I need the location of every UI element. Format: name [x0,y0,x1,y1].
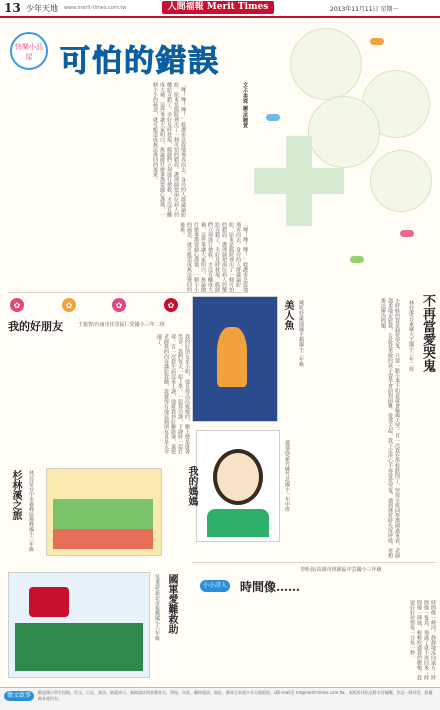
feature-byline-block [190,82,248,182]
illustration-circle [308,96,380,168]
story-cry-title: 不再當愛哭鬼 [420,294,435,372]
artwork-mermaid-title: 美人魚 [282,300,293,330]
story-cry-author: 林妤潔/台東縣大王國小三年二班 [408,300,414,372]
feature-illustrator: 圖/洪曉萱 [242,105,248,128]
pill-icon [350,256,364,263]
divider [8,292,248,293]
rescue-truck [29,587,69,617]
page-number: 13 [4,1,21,15]
issue-date: 2013年11月11日 星期一 [330,6,399,13]
section-name: 少年天地 [26,4,58,13]
flower-field [53,529,153,549]
feature-title: 可怕的錯誤 [60,44,220,79]
story-cry-body: 小時候的我是個愛哭鬼，只要一點小事不如意就會嚎啕大哭。有一次我在學校跌倒了，哭得全班同學都圍過來看，老師溫柔地安慰我，告訴我勇敢的孩子要學會面對困難。從那天起，我下定決心不再當愛哭鬼，遇到挫折時先深呼吸，再想辦法解決問題。 [380,298,400,558]
newspaper-logo: 人間福報 Merit Times [162,1,274,14]
feature-badge: 快樂小品屋 [10,32,48,70]
flower-icon: ✿ [112,298,126,312]
story-time-title: 時間像…… [240,580,301,594]
forest-scene [53,499,153,529]
soldiers-scene [15,623,143,671]
mermaid-figure [217,327,247,387]
artwork-mother [196,430,280,542]
artwork-mermaid [192,296,278,422]
mother-face [213,449,263,505]
submission-notice-text: 歡迎國小學生投稿，作文、日記、童詩、繪畫皆可。來稿請註明真實姓名、學校、年級、聯絡電話、地址，郵寄至本報少年天地版收，或E-mail至 mt@merit-times.com.tw。本版所刊作品將支付稿酬，作品一經刊登，版權歸本報所有。 [38,690,433,701]
illustration-circle [290,28,362,100]
submission-notice-tag: 徵文啟事 [4,691,34,701]
flower-icon: ✿ [10,298,24,312]
artwork-mother-artist: 蕭郁庭/新竹縣竹北國小一年甲班 [284,440,290,512]
story-friend-title: 我的好朋友 [8,320,63,333]
feature-illustration [250,18,436,288]
site-url[interactable]: www.merit-times.com.tw [64,5,127,11]
artwork-army-rescue [8,572,150,678]
artwork-forest-trip-artist: 林冠廷/台中市霧峰區霧峰國小三年級 [28,470,34,552]
feature-body-continued: 「嗶！嗶！嗶！」救護車急促地飛奔而去，身旁的人群議論紛紛，原來是醫院裡出了一個可怕的錯誤。護理師把兩位病人的藥給弄錯了，幸好及時發現，醫師們立刻進行搶救，才沒有釀成大禍。這件事讓大家明白，無論做什麼事都要細心謹慎，一個小小的疏忽，就可能造成無法挽回的後果。 [179,222,248,292]
artwork-forest-trip-title: 杉林溪之旅 [10,470,21,520]
divider [192,562,436,563]
illustration-circle [370,150,432,212]
medical-cross-icon [286,136,312,226]
flower-icon: ✿ [62,298,76,312]
artwork-mermaid-artist: 陳昕妤/桃園縣平鎮國小二年級 [298,300,304,367]
story-friend-author: 王俊智/台南市佳里區仁愛國小三年二班 [78,322,165,328]
feature-byline: 文/小美珠 [242,82,248,104]
story-time-body: 時間像一條河，靜靜地流向遠方；時間像一隻鳥，飛過了就不再回來；時間像一陣風，輕輕吹過我的臉頰。我要好好珍惜每一分每一秒。 [409,600,436,680]
column-badge: 小小詩人 [200,580,230,592]
story-time-author: 李昕晨/高雄市林園區中芸國小三年級 [300,567,382,573]
flower-icon: ✿ [164,298,178,312]
feature-body: 「嗶！嗶！嗶！」救護車急促地飛奔而去，身旁的人群議論紛紛，原來是醫院裡出了一個可怕的錯誤。護理師把兩位病人的藥給弄錯了，幸好及時發現，醫師們立刻進行搶救，才沒有釀成大禍。這件事讓大家明白，無論做什麼事都要細心謹慎，一個小小的疏忽，就可能造成無法挽回的後果。 [152,82,186,217]
artwork-army-rescue-artist: 吳秉諺/新北市板橋國小六年級 [154,574,160,641]
artwork-mother-title: 我的媽媽 [186,466,197,506]
pill-icon [370,38,384,45]
pill-icon [400,230,414,237]
pill-icon [266,114,280,121]
artwork-forest-trip [46,468,162,556]
story-friend-body: 我的好朋友是小明，他長得高高瘦瘦的，臉上總是掛著笑容。我們每天一起上學，一起寫功課，下課時一起打球。有一次我生病沒來上課，他幫我抄好聯絡簿，還把老師教的內容講給我聽，我覺得有他這個朋友真是太幸運了。 [156,334,190,454]
artwork-army-rescue-title: 國軍愛難救助 [166,574,177,634]
mother-body [207,509,269,537]
